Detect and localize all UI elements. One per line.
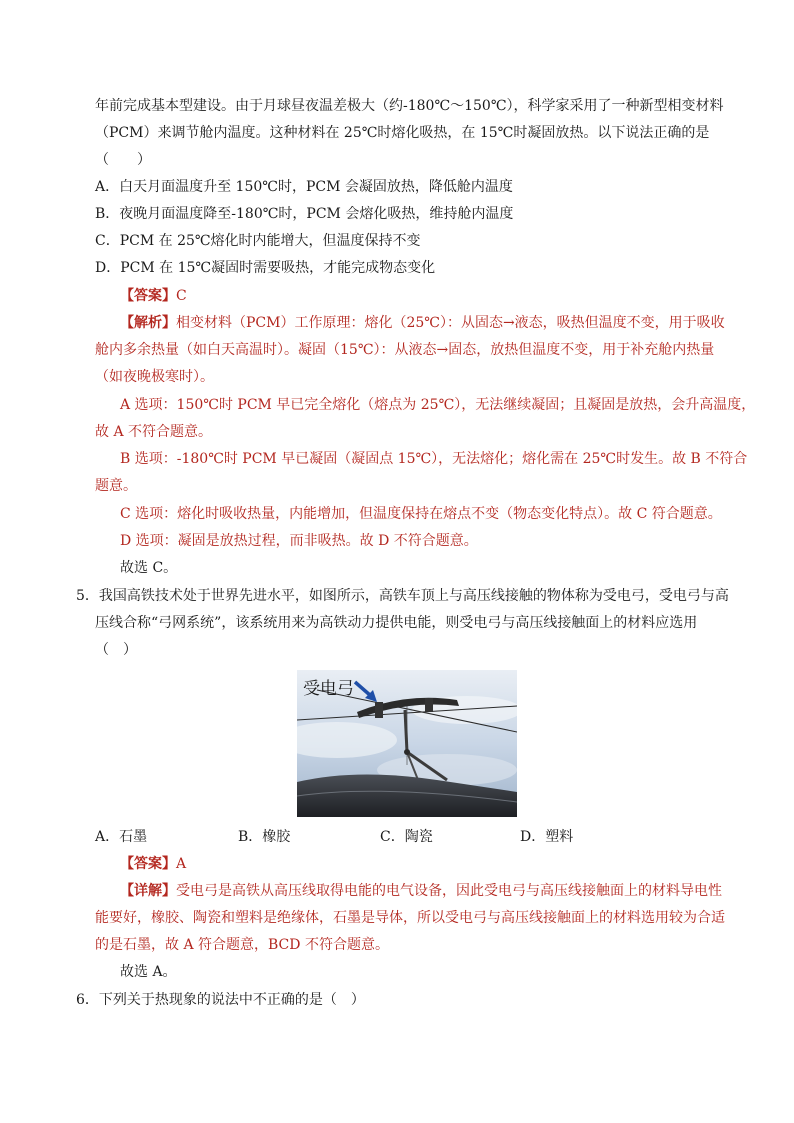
q5-detail-line-2: 能要好，橡胶、陶瓷和塑料是绝缘体，石墨是导体，所以受电弓与高压线接触面上的材料选用较为合适 xyxy=(95,910,725,926)
q4-stem-line-1: 年前完成基本型建设。由于月球昼夜温差极大（约-180℃～150℃），科学家采用了一种新型相变材料 xyxy=(95,98,724,114)
answer-tag: 【答案】 xyxy=(120,288,176,304)
q4-option-d-analysis: D 选项：凝固是放热过程，而非吸热。故 D 不符合题意。 xyxy=(120,533,478,549)
q4-option-c: C．PCM 在 25℃熔化时内能增大，但温度保持不变 xyxy=(95,233,421,249)
photo-caption: 受电弓 xyxy=(303,679,354,699)
answer-tag: 【答案】 xyxy=(120,856,176,872)
q5-detail-line-3: 的是石墨，故 A 符合题意，BCD 不符合题意。 xyxy=(95,937,389,953)
q5-option-d: D．塑料 xyxy=(520,829,574,845)
q4-stem-line-2: （PCM）来调节舱内温度。这种材料在 25℃时熔化吸热，在 15℃时凝固放热。以下说法正确的是 xyxy=(95,125,710,141)
q4-conclusion: 故选 C。 xyxy=(120,560,178,576)
q4-analysis-line-3: （如夜晚极寒时）。 xyxy=(95,369,214,385)
q4-option-a-analysis-1: A 选项：150℃时 PCM 早已完全熔化（熔点为 25℃），无法继续凝固；且凝固是放热，会升高温度， xyxy=(120,397,756,413)
q4-option-c-analysis: C 选项：熔化时吸收热量，内能增加，但温度保持在熔点不变（物态变化特点）。故 C 符合题意。 xyxy=(120,506,722,522)
analysis-tag: 【解析】 xyxy=(120,315,176,331)
q5-answer xyxy=(120,855,186,873)
q5-option-c: C．陶瓷 xyxy=(380,829,433,845)
q4-option-b-analysis-2: 题意。 xyxy=(95,478,137,494)
q5-option-a: A．石墨 xyxy=(95,829,148,845)
q4-answer xyxy=(120,287,187,305)
q5-stem-line-3: （ ） xyxy=(95,642,137,658)
q5-detail-line-1 xyxy=(120,882,722,900)
q5-option-b: B．橡胶 xyxy=(238,829,291,845)
answer-value: C xyxy=(176,288,187,304)
q4-analysis-line-1 xyxy=(120,314,725,332)
q4-option-a-analysis-2: 故 A 不符合题意。 xyxy=(95,424,213,440)
q6-stem-line-1: 6．下列关于热现象的说法中不正确的是（ ） xyxy=(76,992,365,1008)
q4-option-b-analysis-1: B 选项：-180℃时 PCM 早已凝固（凝固点 15℃），无法熔化；熔化需在 25℃时发生。故 B 不符合 xyxy=(120,451,748,467)
detail-text: 受电弓是高铁从高压线取得电能的电气设备，因此受电弓与高压线接触面上的材料导电性 xyxy=(176,883,722,899)
pantograph-photo xyxy=(297,670,517,817)
q5-conclusion: 故选 A。 xyxy=(120,964,177,980)
q4-option-a: A．白天月面温度升至 150℃时，PCM 会凝固放热，降低舱内温度 xyxy=(95,179,513,195)
q4-stem-line-3: （ ） xyxy=(95,152,151,168)
q4-option-b: B．夜晚月面温度降至-180℃时，PCM 会熔化吸热，维持舱内温度 xyxy=(95,206,514,222)
q4-analysis-line-2: 舱内多余热量（如白天高温时）。凝固（15℃）：从液态→固态，放热但温度不变，用于补充舱内热量 xyxy=(95,342,715,358)
answer-value: A xyxy=(176,856,187,872)
detail-tag: 【详解】 xyxy=(120,883,176,899)
analysis-text: 相变材料（PCM）工作原理：熔化（25℃）：从固态→液态，吸热但温度不变，用于吸收 xyxy=(176,315,725,331)
q4-option-d: D．PCM 在 15℃凝固时需要吸热，才能完成物态变化 xyxy=(95,260,436,276)
q5-stem-line-1: 5．我国高铁技术处于世界先进水平，如图所示，高铁车顶上与高压线接触的物体称为受电弓，受电弓与高 xyxy=(76,588,729,604)
q5-stem-line-2: 压线合称“弓网系统”，该系统用来为高铁动力提供电能，则受电弓与高压线接触面上的材料应选用 xyxy=(95,615,698,631)
